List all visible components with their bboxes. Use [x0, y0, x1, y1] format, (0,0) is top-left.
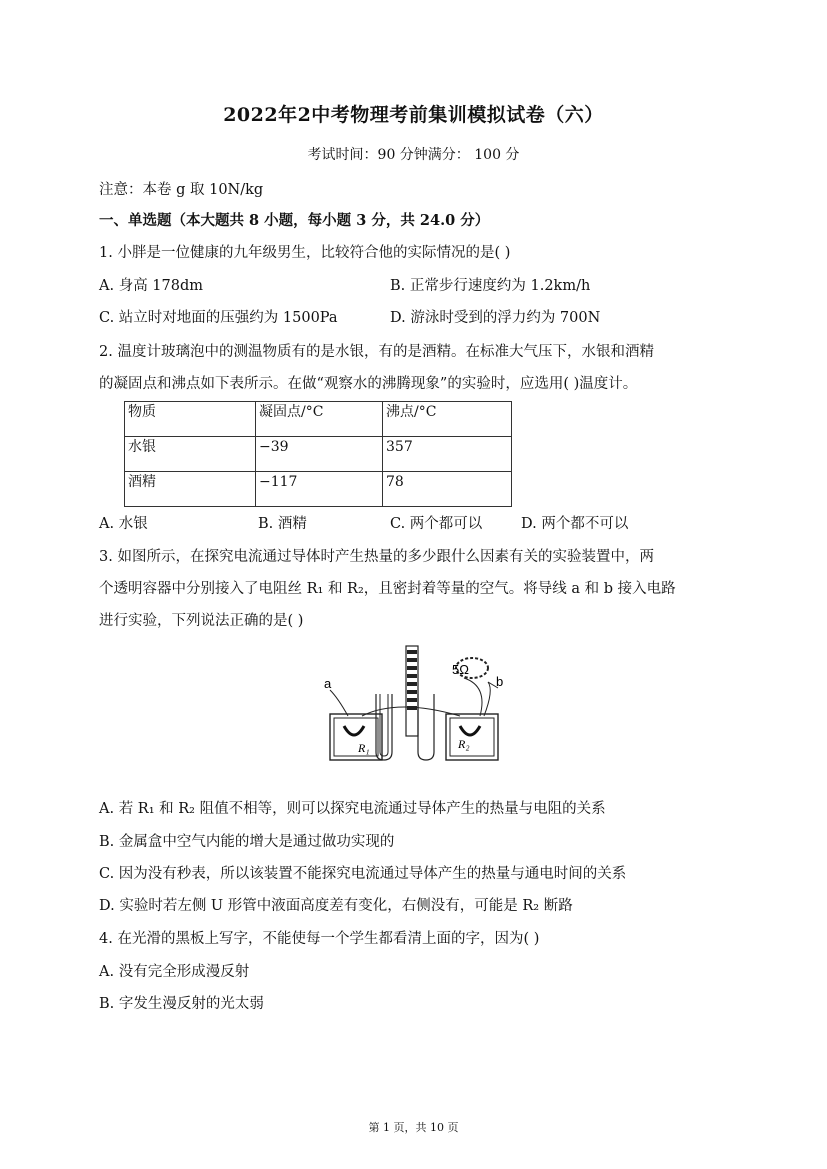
- right-coil: [460, 726, 480, 735]
- left-container: [330, 714, 382, 760]
- q4-option-b: B. 字发生漫反射的光太弱: [99, 996, 264, 1012]
- table-header-row: [125, 402, 512, 437]
- q2-option-d: D. 两个都不可以: [521, 516, 629, 532]
- q1-option-b: B. 正常步行速度约为 1.2km/h: [390, 278, 591, 294]
- label-5-ohm: 5Ω: [452, 662, 469, 677]
- table-row: [125, 472, 512, 507]
- table-cell: 酒精: [125, 472, 256, 507]
- exam-title: 2022年2中考物理考前集训模拟试卷（六）: [223, 104, 604, 126]
- question-2-stem-line1: 2. 温度计玻璃泡中的测温物质有的是水银，有的是酒精。在标准大气压下，水银和酒精: [99, 344, 654, 360]
- wire-a: [330, 690, 348, 716]
- table-cell: −39: [256, 437, 383, 472]
- exam-time-score: 考试时间：90 分钟满分： 100 分: [307, 147, 520, 163]
- left-u-tube-inner: [380, 694, 388, 756]
- label-r1: R₁: [358, 741, 370, 755]
- section-heading: 一、单选题（本大题共 8 小题，每小题 3 分，共 24.0 分）: [99, 212, 490, 229]
- question-3-stem-line3: 进行实验，下列说法正确的是( ): [99, 613, 304, 629]
- joule-heating-apparatus-figure: [318, 642, 518, 770]
- note-gravity: 注意：本卷 g 取 10N/kg: [99, 182, 264, 198]
- right-container-inner: [450, 718, 494, 756]
- left-coil: [344, 726, 364, 735]
- q2-option-c: C. 两个都可以: [390, 516, 483, 532]
- question-1-stem: 1. 小胖是一位健康的九年级男生，比较符合他的实际情况的是( ): [99, 245, 511, 261]
- right-u-tube: [418, 694, 434, 760]
- right-container: [446, 714, 498, 760]
- table-cell: 78: [383, 472, 512, 507]
- scale-ticks: [407, 650, 417, 710]
- table-cell: 水银: [125, 437, 256, 472]
- table-header-cell: 物质: [125, 402, 256, 437]
- question-4-stem: 4. 在光滑的黑板上写字，不能使每一个学生都看清上面的字，因为( ): [99, 931, 540, 947]
- q3-option-a: A. 若 R₁ 和 R₂ 阻值不相等，则可以探究电流通过导体产生的热量与电阻的关系: [99, 801, 606, 817]
- label-b: b: [496, 674, 504, 689]
- q3-option-c: C. 因为没有秒表，所以该装置不能探究电流通过导体产生的热量与通电时间的关系: [99, 866, 627, 882]
- left-container-inner: [334, 718, 378, 756]
- q2-option-a: A. 水银: [99, 516, 148, 532]
- table-header-cell: 凝固点/°C: [256, 402, 383, 437]
- q2-option-b: B. 酒精: [258, 516, 307, 532]
- label-r2: R₂: [458, 737, 470, 751]
- label-a: a: [324, 676, 332, 691]
- table-row: [125, 437, 512, 472]
- q4-option-a: A. 没有完全形成漫反射: [99, 964, 250, 980]
- wire-to-external-resistor: [464, 678, 482, 716]
- q1-option-d: D. 游泳时受到的浮力约为 700N: [390, 310, 601, 326]
- q1-option-a: A. 身高 178dm: [99, 278, 204, 294]
- question-2-stem-line2: 的凝固点和沸点如下表所示。在做“观察水的沸腾现象”的实验时，应选用( )温度计。: [99, 376, 638, 392]
- table-cell: −117: [256, 472, 383, 507]
- table-header-cell: 沸点/°C: [383, 402, 512, 437]
- table-cell: 357: [383, 437, 512, 472]
- q3-option-d: D. 实验时若左侧 U 形管中液面高度差有变化，右侧没有，可能是 R₂ 断路: [99, 898, 573, 914]
- question-3-stem-line1: 3. 如图所示，在探究电流通过导体时产生热量的多少跟什么因素有关的实验装置中，两: [99, 549, 654, 565]
- melting-boiling-table: [124, 401, 512, 507]
- question-3-stem-line2: 个透明容器中分别接入了电阻丝 R₁ 和 R₂，且密封着等量的空气。将导线 a 和 b 接入电路: [99, 581, 676, 597]
- q1-option-c: C. 站立时对地面的压强约为 1500Pa: [99, 310, 338, 326]
- page-footer: 第 1 页，共 10 页: [368, 1121, 459, 1134]
- q3-option-b: B. 金属盒中空气内能的增大是通过做功实现的: [99, 834, 395, 850]
